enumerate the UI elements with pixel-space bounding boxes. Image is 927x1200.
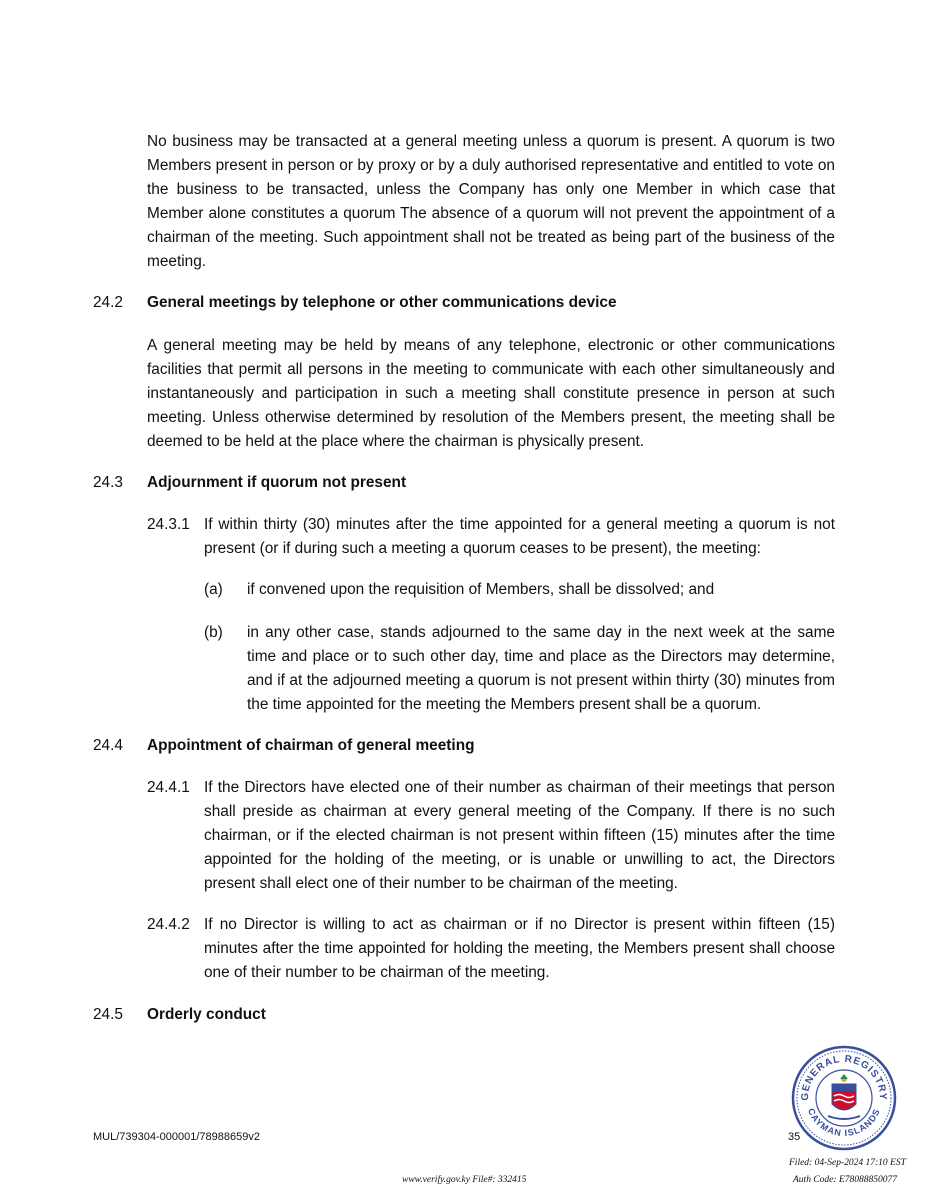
verify-url: www.verify.gov.ky File#: 332415: [402, 1175, 527, 1185]
clause-number-24-4-2: 24.4.2: [147, 916, 190, 933]
section-number-24-3: 24.3: [93, 474, 123, 491]
svg-text:CAYMAN ISLANDS: CAYMAN ISLANDS: [805, 1106, 883, 1139]
section-number-24-2: 24.2: [93, 294, 123, 311]
section-heading-24-4: Appointment of chairman of general meeting: [147, 737, 475, 754]
section-number-24-4: 24.4: [93, 737, 123, 754]
item-label-a: (a): [204, 581, 223, 598]
clause-text-24-4-1: If the Directors have elected one of their number as chairman of their meetings that person shall preside as chairman at every general meeting of the Company. If there is no such chairman, or if the elected chairman is not present within fifteen (15) minutes after the time appointed for the holding of the meeting, or is unable or unwilling to act, the Directors present shall elect one of their number to be chairman of the meeting.: [204, 779, 835, 892]
section-body-24-2: A general meeting may be held by means of any telephone, electronic or other communications facilities that permit all persons in the meeting to communicate with each other simultaneously and instantaneously and participation in such a meeting shall constitute presence in person at such meeting. Unless otherwise determined by resolution of the Members present, the meeting shall be deemed to be held at the place where the chairman is physically present.: [147, 337, 835, 450]
intro-paragraph: No business may be transacted at a general meeting unless a quorum is present. A quorum is two Members present in person or by proxy or by a duly authorised representative and entitled to vote on the business to be transacted, unless the Company has only one Member in which case that Member alone constitutes a quorum The absence of a quorum will not prevent the appointment of a chairman of the meeting. Such appointment shall not be treated as being part of the business of the meeting.: [147, 133, 835, 270]
auth-code: Auth Code: E78088850077: [793, 1175, 897, 1185]
section-heading-24-3: Adjournment if quorum not present: [147, 474, 407, 491]
clause-number-24-3-1: 24.3.1: [147, 516, 190, 533]
section-heading-24-2: General meetings by telephone or other communications device: [147, 294, 617, 311]
filed-stamp: Filed: 04-Sep-2024 17:10 EST: [789, 1158, 906, 1168]
item-text-a: if convened upon the requisition of Members, shall be dissolved; and: [247, 581, 715, 598]
item-text-b: in any other case, stands adjourned to the same day in the next week at the same time and place or to such other day, time and place as the Directors may determine, and if at the adjourned meeting a quorum is not present within thirty (30) minutes from the time appointed for the meeting the Members present shall be a quorum.: [247, 624, 835, 713]
clause-text-24-4-2: If no Director is willing to act as chairman or if no Director is present within fifteen (15) minutes after the time appointed for holding the meeting, the Members present shall choose one of their number to be chairman of the meeting.: [204, 916, 835, 981]
general-registry-seal: [790, 1044, 898, 1152]
document-reference: MUL/739304-000001/78988659v2: [93, 1131, 260, 1143]
clause-number-24-4-1: 24.4.1: [147, 779, 190, 796]
page-number: 35: [788, 1131, 801, 1143]
section-number-24-5: 24.5: [93, 1006, 123, 1023]
svg-text:GENERAL REGISTRY: GENERAL REGISTRY: [799, 1053, 889, 1101]
clause-text-24-3-1: If within thirty (30) minutes after the time appointed for a general meeting a quorum is not present (or if during such a meeting a quorum ceases to be present), the meeting:: [204, 516, 835, 557]
item-label-b: (b): [204, 624, 223, 641]
section-heading-24-5: Orderly conduct: [147, 1006, 266, 1023]
